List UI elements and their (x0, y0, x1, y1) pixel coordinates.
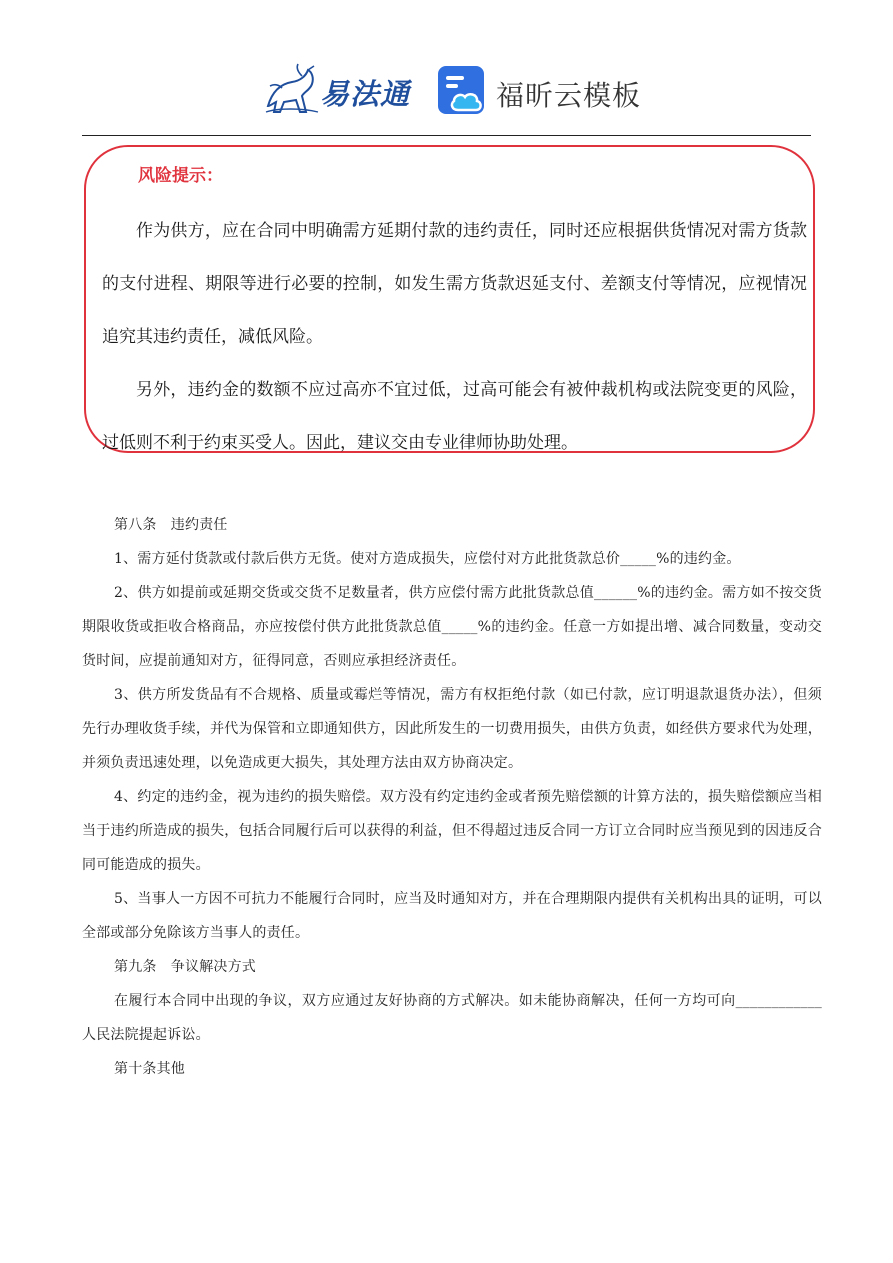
risk-paragraph: 另外，违约金的数额不应过高亦不宜过低，过高可能会有被仲裁机构或法院变更的风险，过低则不利于约束买受人。因此，建议交由专业律师协助处理。 (102, 380, 807, 453)
fuxin-template-logo (436, 64, 646, 118)
article-8-item-4: 4、约定的违约金，视为违约的损失赔偿。双方没有约定违约金或者预先赔偿额的计算方法的，损失赔偿额应当相当于违约所造成的损失，包括合同履行后可以获得的利益，但不得超过违反合同一方订立合同时应当预见到的因违反合同可能造成的损失。 (82, 789, 822, 873)
logo1-text: 易法通 (320, 77, 411, 111)
contract-body (82, 508, 822, 1086)
article-8-item-1: 1、需方延付货款或付款后供方无货。使对方造成损失，应偿付对方此批货款总价_____%的违约金。 (114, 551, 741, 567)
article-8-item-2: 2、供方如提前或延期交货或交货不足数量者，供方应偿付需方此批货款总值______%的违约金。需方如不按交货期限收货或拒收合格商品，亦应按偿付供方此批货款总值_____%的违约金。任意一方如提出增、减合同数量，变动交货时间，应提前通知对方，征得同意，否则应承担经济责任。 (82, 585, 822, 669)
article-9-heading: 第九条 争议解决方式 (114, 959, 256, 975)
risk-title: 风险提示： (138, 166, 223, 186)
risk-body (102, 205, 807, 470)
logo2-text: 福昕云模板 (496, 79, 642, 112)
article-9-text: 在履行本合同中出现的争议，双方应通过友好协商的方式解决。如未能协商解决，任何一方均可向____________人民法院提起诉讼。 (82, 993, 822, 1043)
qilin-mascot-icon (262, 62, 322, 118)
page-header (0, 58, 893, 122)
yifatong-logo (262, 62, 412, 118)
risk-paragraph: 作为供方，应在合同中明确需方延期付款的违约责任，同时还应根据供货情况对需方货款的支付进程、期限等进行必要的控制，如发生需方货款迟延支付、差额支付等情况，应视情况追究其违约责任，减低风险。 (102, 221, 807, 347)
article-8-item-5: 5、当事人一方因不可抗力不能履行合同时，应当及时通知对方，并在合理期限内提供有关机构出具的证明，可以全部或部分免除该方当事人的责任。 (82, 891, 822, 941)
article-8-item-3: 3、供方所发货品有不合规格、质量或霉烂等情况，需方有权拒绝付款（如已付款，应订明退款退货办法），但须先行办理收货手续，并代为保管和立即通知供方，因此所发生的一切费用损失，由供方负责，如经供方要求代为处理，并须负责迅速处理，以免造成更大损失，其处理方法由双方协商决定。 (82, 687, 822, 771)
risk-warning-box (84, 145, 815, 453)
article-10-heading: 第十条其他 (114, 1061, 185, 1077)
header-divider (82, 135, 811, 136)
cloud-document-icon (436, 64, 488, 116)
article-8-heading: 第八条 违约责任 (114, 517, 228, 533)
